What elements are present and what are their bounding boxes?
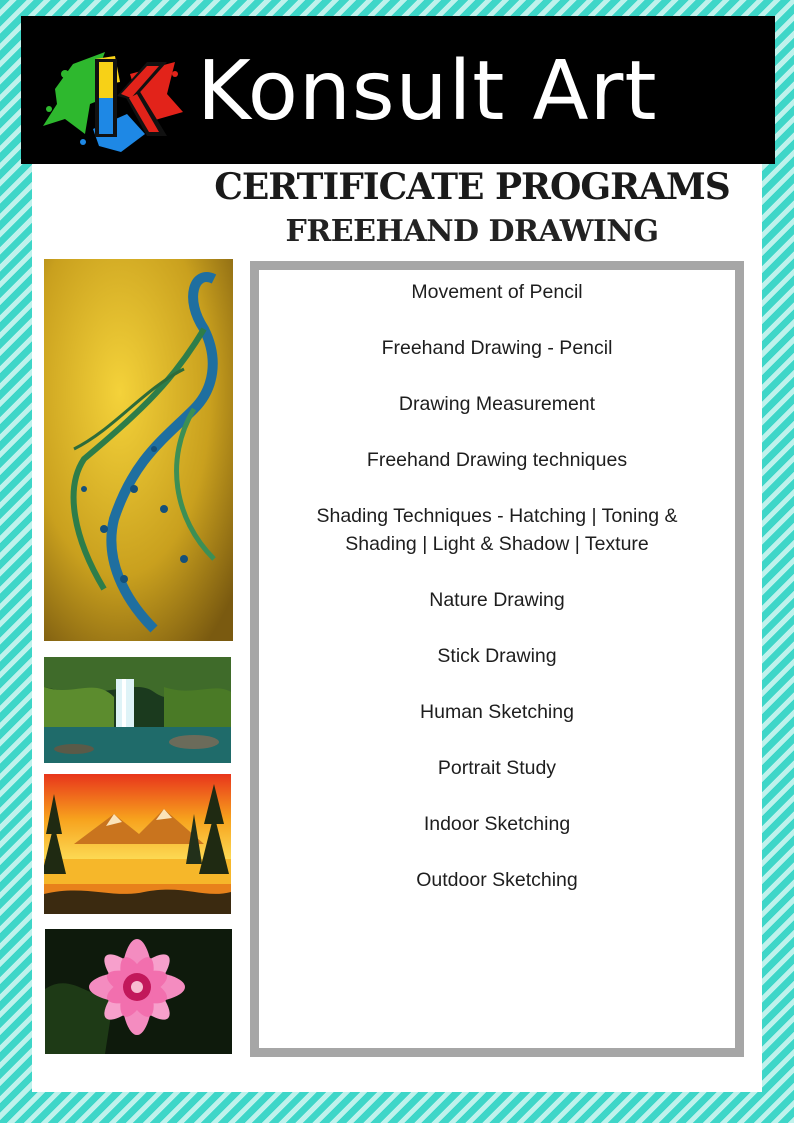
curriculum-item: Drawing Measurement: [398, 393, 596, 415]
curriculum-item: Shading Techniques - Hatching | Toning & Shading | Light & Shadow | Texture: [316, 505, 678, 555]
curriculum-list: [259, 278, 735, 922]
konsult-art-logo-icon: [35, 34, 185, 154]
curriculum-item: Outdoor Sketching: [416, 869, 578, 891]
peacock-painting: [44, 259, 233, 641]
curriculum-item: Indoor Sketching: [423, 813, 571, 835]
curriculum-item: Portrait Study: [437, 757, 557, 779]
waterfall-painting: [44, 657, 231, 763]
curriculum-item: Human Sketching: [420, 701, 574, 723]
brand-banner: [21, 16, 775, 164]
course-title: FREEHAND DRAWING: [285, 214, 659, 249]
curriculum-box: [250, 261, 744, 1057]
page-title: CERTIFICATE PROGRAMS: [214, 166, 730, 208]
curriculum-item: Freehand Drawing techniques: [366, 449, 628, 471]
brand-name: Konsult Art: [197, 44, 658, 139]
curriculum-item: Stick Drawing: [437, 645, 557, 667]
curriculum-item: Freehand Drawing - Pencil: [381, 337, 613, 359]
curriculum-item: Nature Drawing: [429, 589, 565, 611]
pink-dahlia-flower: [45, 929, 232, 1054]
sunset-lake-painting: [44, 774, 231, 914]
curriculum-item: Movement of Pencil: [411, 281, 583, 303]
